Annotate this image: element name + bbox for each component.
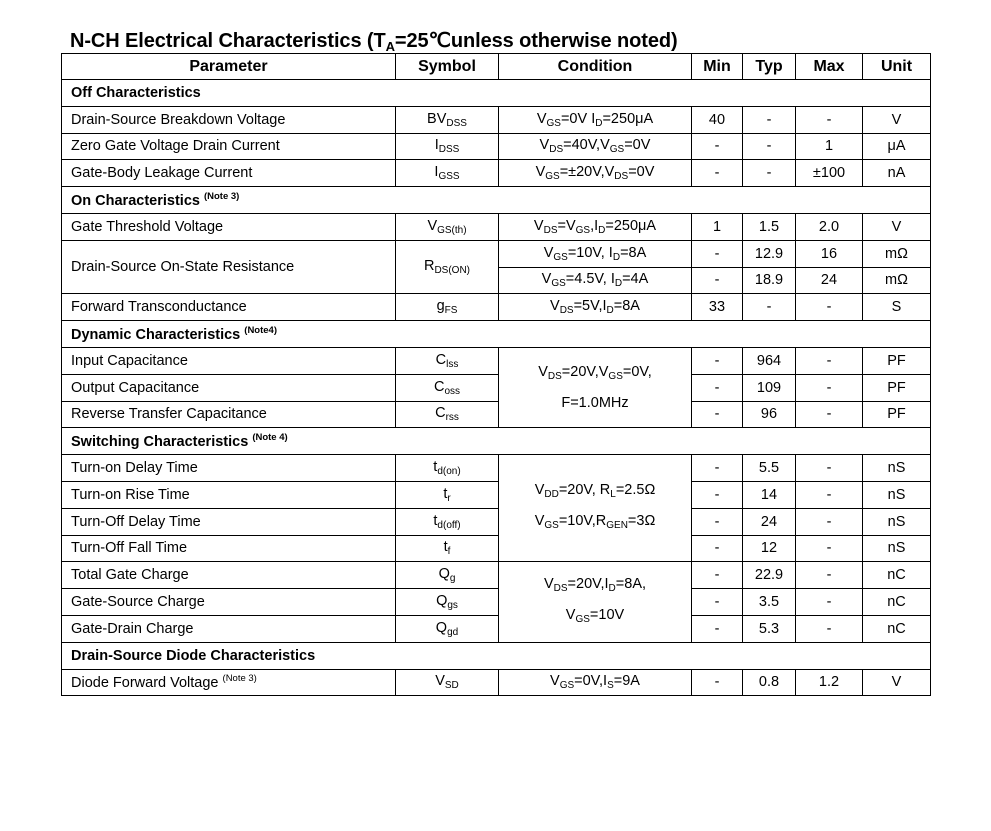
table-row [62,455,931,482]
parameter-cell [62,535,396,562]
condition-text: =0V I [560,110,596,127]
condition-cell [499,347,692,427]
section-row [62,428,931,455]
parameter-cell [62,213,396,240]
condition-text: V [550,298,560,315]
unit-cell: nS [863,508,931,535]
section-off [62,80,931,107]
typ-cell: 1.5 [743,213,796,240]
symbol-cell [396,535,499,562]
table-row [62,133,931,160]
symbol-cell [396,374,499,401]
max-cell: - [796,294,863,321]
typ-cell: 964 [743,347,796,374]
typ-cell: 18.9 [743,267,796,294]
parameter-label: Drain-Source Breakdown Voltage [71,111,286,128]
max-cell: ±100 [796,160,863,187]
condition-subscript: D [595,117,603,129]
parameter-label: Output Capacitance [71,379,200,396]
header-min: Min [692,54,743,80]
condition-text: =±20V,V [559,164,615,181]
table-row [62,213,931,240]
symbol-subscript: DS(ON) [434,265,471,277]
typ-cell: - [743,294,796,321]
unit-cell: V [863,106,931,133]
symbol-cell [396,213,499,240]
parameter-cell [62,347,396,374]
condition-cell [499,455,692,562]
unit-cell: μA [863,133,931,160]
typ-cell: 109 [743,374,796,401]
typ-cell: 12 [743,535,796,562]
section-label: Dynamic Characteristics [71,327,241,344]
condition-text: V [535,164,546,181]
condition-cell [499,133,692,160]
section-note: (Note 4) [252,432,288,444]
typ-cell: 5.5 [743,455,796,482]
min-cell: - [692,455,743,482]
min-cell: 40 [692,106,743,133]
max-cell: 24 [796,267,863,294]
parameter-label: Reverse Transfer Capacitance [71,406,267,423]
unit-cell: V [863,669,931,696]
condition-text: V [543,576,554,593]
condition-subscript: GEN [606,520,628,532]
min-cell: - [692,508,743,535]
symbol-cell [396,240,499,294]
symbol-subscript: GSS [438,171,460,183]
symbol-cell [396,294,499,321]
min-cell: - [692,481,743,508]
parameter-cell [62,481,396,508]
typ-cell: 12.9 [743,240,796,267]
condition-text: =3Ω [627,513,656,530]
condition-text: =250μA [605,217,657,234]
condition-line [499,571,691,602]
condition-cell [499,669,692,696]
condition-text: V [565,607,576,624]
min-cell: - [692,562,743,589]
parameter-cell [62,401,396,428]
condition-cell [499,267,692,294]
condition-subscript: D [608,583,616,595]
condition-text: =40V,V [563,137,610,154]
condition-text: =10V [589,607,625,624]
condition-cell [499,160,692,187]
typ-cell: 14 [743,481,796,508]
condition-text: V [541,271,552,288]
condition-subscript: DS [543,224,558,236]
symbol-text: C [433,378,445,395]
parameter-label: Total Gate Charge [71,567,189,584]
unit-cell: PF [863,347,931,374]
condition-subscript: DS [553,583,568,595]
symbol-text: t [433,512,438,529]
condition-text: ,I [590,217,599,234]
condition-subscript: DS [549,144,564,156]
condition-text: =10V,R [558,513,607,530]
max-cell: 1 [796,133,863,160]
condition-subscript: GS [545,171,560,183]
condition-subscript: DD [544,489,559,501]
table-row [62,401,931,428]
header-row [62,54,931,80]
condition-text: =8A [620,244,647,261]
symbol-cell [396,589,499,616]
page-title [70,28,678,54]
condition-subscript: D [598,224,606,236]
max-cell: 1.2 [796,669,863,696]
parameter-label: Input Capacitance [71,352,188,369]
condition-text: V [539,137,550,154]
parameter-label: Turn-on Rise Time [71,486,190,503]
typ-cell: 5.3 [743,615,796,642]
condition-cell [499,294,692,321]
unit-cell: nC [863,615,931,642]
condition-text: =0V [628,164,655,181]
parameter-cell [62,160,396,187]
unit-cell: nS [863,535,931,562]
condition-subscript: D [614,278,623,290]
min-cell: - [692,669,743,696]
table-row [62,508,931,535]
symbol-subscript: d(on) [437,466,461,478]
table-row [62,106,931,133]
section-label: On Characteristics [71,193,200,210]
condition-text: V [543,244,554,261]
min-cell: - [692,347,743,374]
max-cell: - [796,589,863,616]
condition-subscript: DS [547,371,562,383]
parameter-label: Gate-Drain Charge [71,620,194,637]
unit-cell: nS [863,481,931,508]
max-cell: - [796,455,863,482]
max-cell: - [796,106,863,133]
condition-text: =V [557,217,576,234]
section-diode [62,642,931,669]
symbol-subscript: FS [444,305,458,317]
parameter-label: Drain-Source On-State Resistance [71,259,295,276]
section-label: Off Characteristics [71,84,201,101]
title-prefix: N-CH Electrical Characteristics (T [70,30,386,52]
table-row [62,374,931,401]
parameter-note: (Note 3) [222,673,257,685]
min-cell: - [692,240,743,267]
symbol-cell [396,133,499,160]
symbol-text: C [435,351,447,368]
condition-text: =0V [624,137,651,154]
parameter-cell [62,106,396,133]
symbol-text: t [433,459,438,476]
parameter-cell [62,669,396,696]
condition-cell [499,213,692,240]
condition-text: =0V, [622,364,652,381]
symbol-subscript: r [447,492,451,504]
symbol-subscript: lss [446,358,459,370]
header-symbol: Symbol [396,54,499,80]
typ-cell: 96 [743,401,796,428]
max-cell: - [796,508,863,535]
parameter-cell [62,374,396,401]
symbol-text: Q [436,593,448,610]
parameter-cell [62,240,396,294]
condition-line [499,508,691,539]
typ-cell: - [743,106,796,133]
symbol-cell [396,562,499,589]
section-note: (Note 3) [203,191,240,203]
condition-text: =20V,V [561,364,609,381]
parameter-label: Gate Threshold Voltage [71,218,224,235]
symbol-text: I [434,137,439,154]
symbol-subscript: oss [444,385,461,397]
electrical-characteristics-table [61,53,931,696]
min-cell: - [692,401,743,428]
section-label: Switching Characteristics [71,434,249,451]
unit-cell: PF [863,374,931,401]
table-row [62,347,931,374]
condition-text: =10V, I [567,244,613,261]
max-cell: - [796,374,863,401]
condition-text: =4A [622,271,649,288]
symbol-subscript: rss [445,412,459,424]
condition-text: V [534,482,545,499]
symbol-subscript: GS(th) [437,224,467,236]
condition-subscript: GS [544,520,559,532]
typ-cell: - [743,133,796,160]
symbol-cell [396,160,499,187]
condition-text: V [538,364,548,381]
unit-cell: nS [863,455,931,482]
typ-cell: 22.9 [743,562,796,589]
symbol-cell [396,347,499,374]
condition-subscript: GS [575,224,591,236]
table-row [62,240,931,267]
condition-text: =9A [613,673,640,690]
unit-cell: mΩ [863,267,931,294]
condition-subscript: GS [575,614,590,626]
symbol-text: R [423,258,435,275]
max-cell: - [796,347,863,374]
parameter-label: Gate-Source Charge [71,594,205,611]
max-cell: - [796,562,863,589]
section-row [62,321,931,348]
symbol-text: V [435,673,445,690]
parameter-cell [62,562,396,589]
condition-subscript: GS [551,278,566,290]
symbol-text: g [436,298,445,315]
table-row [62,615,931,642]
typ-cell: - [743,160,796,187]
parameter-cell [62,589,396,616]
table-row [62,481,931,508]
header-typ: Typ [743,54,796,80]
min-cell: - [692,374,743,401]
symbol-subscript: f [447,546,451,558]
symbol-text: I [434,164,439,181]
symbol-subscript: SD [444,680,459,692]
condition-subscript: GS [608,371,623,383]
typ-cell: 0.8 [743,669,796,696]
symbol-subscript: gd [447,626,459,638]
symbol-text: V [427,217,438,234]
parameter-label: Turn-on Delay Time [71,460,198,477]
max-cell: - [796,535,863,562]
unit-cell: V [863,213,931,240]
section-switching [62,428,931,455]
symbol-cell [396,669,499,696]
header-unit: Unit [863,54,931,80]
table-row [62,160,931,187]
table-row [62,562,931,589]
symbol-text: Q [438,566,450,583]
condition-text: =20V,I [567,576,609,593]
min-cell: - [692,615,743,642]
unit-cell: PF [863,401,931,428]
symbol-cell [396,455,499,482]
parameter-cell [62,455,396,482]
symbol-text: C [435,405,446,422]
min-cell: - [692,535,743,562]
condition-line [499,602,691,633]
symbol-text: t [443,485,448,502]
max-cell: - [796,481,863,508]
condition-cell [499,562,692,642]
header-parameter: Parameter [62,54,396,80]
symbol-text: Q [435,619,448,636]
min-cell: 33 [692,294,743,321]
condition-text: V [534,513,545,530]
unit-cell: mΩ [863,240,931,267]
section-row [62,80,931,107]
min-cell: - [692,589,743,616]
condition-text: =8A, [615,576,647,593]
condition-text: =0V,I [574,673,608,690]
symbol-subscript: DSS [438,144,460,156]
condition-subscript: D [612,251,621,263]
condition-subscript: S [607,680,614,692]
unit-cell: nC [863,562,931,589]
condition-subscript: GS [546,117,561,129]
symbol-subscript: g [449,573,456,585]
min-cell: - [692,160,743,187]
symbol-subscript: d(off) [437,519,461,531]
table-row [62,589,931,616]
header-condition: Condition [499,54,692,80]
symbol-text: t [443,539,448,556]
symbol-cell [396,106,499,133]
parameter-cell [62,508,396,535]
symbol-cell [396,401,499,428]
parameter-label: Turn-Off Fall Time [71,540,188,557]
section-note: (Note4) [244,325,278,337]
header-max: Max [796,54,863,80]
condition-subscript: DS [559,305,574,317]
parameter-label: Forward Transconductance [71,299,247,316]
typ-cell: 24 [743,508,796,535]
min-cell: - [692,133,743,160]
condition-subscript: GS [559,680,575,692]
condition-subscript: DS [614,171,629,183]
condition-text: =2.5Ω [615,482,656,499]
symbol-subscript: DSS [446,117,467,129]
section-on [62,187,931,214]
min-cell: 1 [692,213,743,240]
condition-text: =20V, R [558,482,611,499]
condition-text: V [533,217,544,234]
title-suffix: =25℃unless otherwise noted) [394,30,678,52]
min-cell: - [692,267,743,294]
parameter-cell [62,294,396,321]
parameter-cell [62,133,396,160]
max-cell: 2.0 [796,213,863,240]
parameter-cell [62,615,396,642]
unit-cell: nA [863,160,931,187]
table-row [62,294,931,321]
parameter-label: Diode Forward Voltage [71,675,219,692]
condition-text: =250μA [602,110,654,127]
typ-cell: 3.5 [743,589,796,616]
parameter-label: Zero Gate Voltage Drain Current [71,138,280,155]
condition-subscript: GS [553,251,568,263]
max-cell: - [796,401,863,428]
condition-line: F=1.0MHz [561,395,629,412]
condition-line [499,359,691,390]
title-subscript: A [385,39,395,54]
symbol-cell [396,615,499,642]
symbol-text: BV [427,110,447,127]
condition-text: V [536,110,547,127]
unit-cell: nC [863,589,931,616]
condition-subscript: GS [609,144,625,156]
condition-subscript: L [610,489,616,501]
condition-text: V [550,673,560,690]
condition-text: =5V,I [573,298,607,315]
condition-cell [499,240,692,267]
max-cell: - [796,615,863,642]
condition-text: =4.5V, I [565,271,615,288]
symbol-cell [396,481,499,508]
section-dynamic [62,321,931,348]
parameter-label: Gate-Body Leakage Current [71,165,253,182]
section-row [62,642,931,669]
parameter-label: Turn-Off Delay Time [71,513,201,530]
table-row [62,669,931,696]
symbol-subscript: gs [447,600,458,612]
condition-line [499,477,691,508]
symbol-cell [396,508,499,535]
section-label: Drain-Source Diode Characteristics [71,647,316,664]
table-row [62,535,931,562]
condition-text: =8A [613,298,640,315]
section-row [62,187,931,214]
unit-cell: S [863,294,931,321]
condition-subscript: D [606,305,614,317]
max-cell: 16 [796,240,863,267]
condition-cell [499,106,692,133]
